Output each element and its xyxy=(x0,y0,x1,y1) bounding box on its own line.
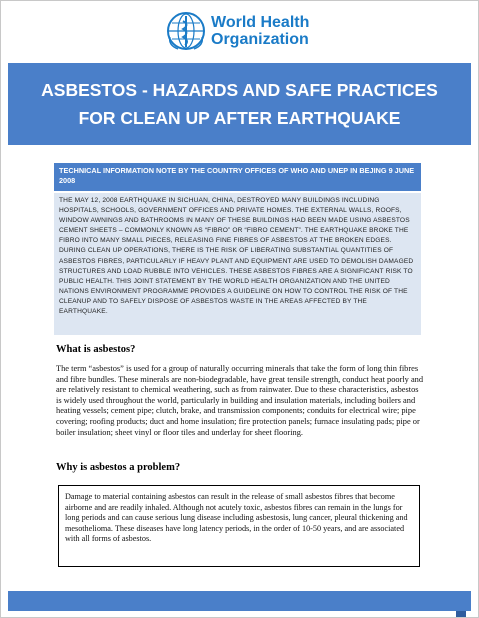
who-emblem-icon xyxy=(166,11,206,51)
document-title: ASBESTOS - HAZARDS AND SAFE PRACTICES FOR CLEAN UP AFTER EARTHQUAKE xyxy=(41,80,438,128)
title-banner xyxy=(8,63,471,145)
footer-band xyxy=(8,591,471,611)
section-text-why-problem: Damage to material containing asbestos can result in the release of small asbestos fibres that become airborne and are readily inhaled. Although not acutely toxic, asbestos fibres can remain in the lungs for long periods and can cause serious lung disease including asbestosis, lung cancer, pleural thickening and mesothelioma. These diseases have long latency periods, in the order of 10-50 years, and are associated with all forms of asbestos. xyxy=(58,485,420,567)
section-text-what-is-asbestos: The term “asbestos” is used for a group of naturally occurring minerals that take the form of long thin fibres and fibre bundles. These minerals are non-biodegradable, have great tensile strength, conduct heat poorly and are relatively resistant to chemical weathering, such as from rainwater. Due to these characteristics, asbestos is widely used throughout the world, particularly in building and insulation materials, including boilers and heating vessels; cement pipe; clutch, brake, and transmission components; conduits for electrical wire; pipe covering; roofing products; duct and home insulation; fire protection panels; furnace insulating pads; pipe or boiler insulation; sheet vinyl or floor tiles and underlay for sheet flooring. xyxy=(56,364,424,437)
logo-line-1: World Health xyxy=(211,14,310,31)
who-logo xyxy=(166,6,326,56)
section-heading-what-is-asbestos: What is asbestos? xyxy=(56,344,136,355)
section-heading-why-problem: Why is asbestos a problem? xyxy=(56,462,181,473)
note-header: TECHNICAL INFORMATION NOTE BY THE COUNTRY OFFICES OF WHO AND UNEP IN BEJING 9 JUNE 2008 xyxy=(54,163,421,191)
who-logo-text xyxy=(211,14,309,48)
note-body: THE MAY 12, 2008 EARTHQUAKE IN SICHUAN, CHINA, DESTROYED MANY BUILDINGS INCLUDING HOSPITALS, SCHOOLS, GOVERNMENT OFFICES AND PRIVATE HOMES. THE EXTERNAL WALLS, ROOFS, WINDOW AWNINGS AND BATHROOMS IN MANY OF THESE BUILDINGS HAD BEEN MADE USING ASBESTOS CEMENT SHEETS – COMMONLY KNOWN AS “FIBRO” OR “FIBRO CEMENT”. THE EARTHQUAKE BROKE THE FIBRO INTO MANY SMALL PIECES, RELEASING FINE FIBRES OF ASBESTOS AT THE BROKEN EDGES. DURING CLEAN UP OPERATIONS, THERE IS THE RISK OF LIBERATING SUBSTANTIAL QUANTITIES OF ASBESTOS FIBRES, PARTICULARLY IF HEAVY PLANT AND EQUIPMENT ARE USED TO DEMOLISH DAMAGED STRUCTURES AND LOAD RUBBLE INTO VEHICLES. THESE ASBESTOS FIBRES ARE A SIGNIFICANT RISK TO PUBLIC HEALTH. THIS JOINT STATEMENT BY THE WORLD HEALTH ORGANIZATION AND THE UNITED NATIONS ENVIRONMENT PROGRAMME PROVIDES A GUIDELINE ON HOW TO CONTROL THE RISK OF THE CLEANUP AND TO SAFELY DISPOSE OF ASBESTOS WASTE IN THE AREAS AFFECTED BY THE EARTHQUAKE. xyxy=(54,193,421,335)
logo-line-2: Organization xyxy=(211,31,309,48)
